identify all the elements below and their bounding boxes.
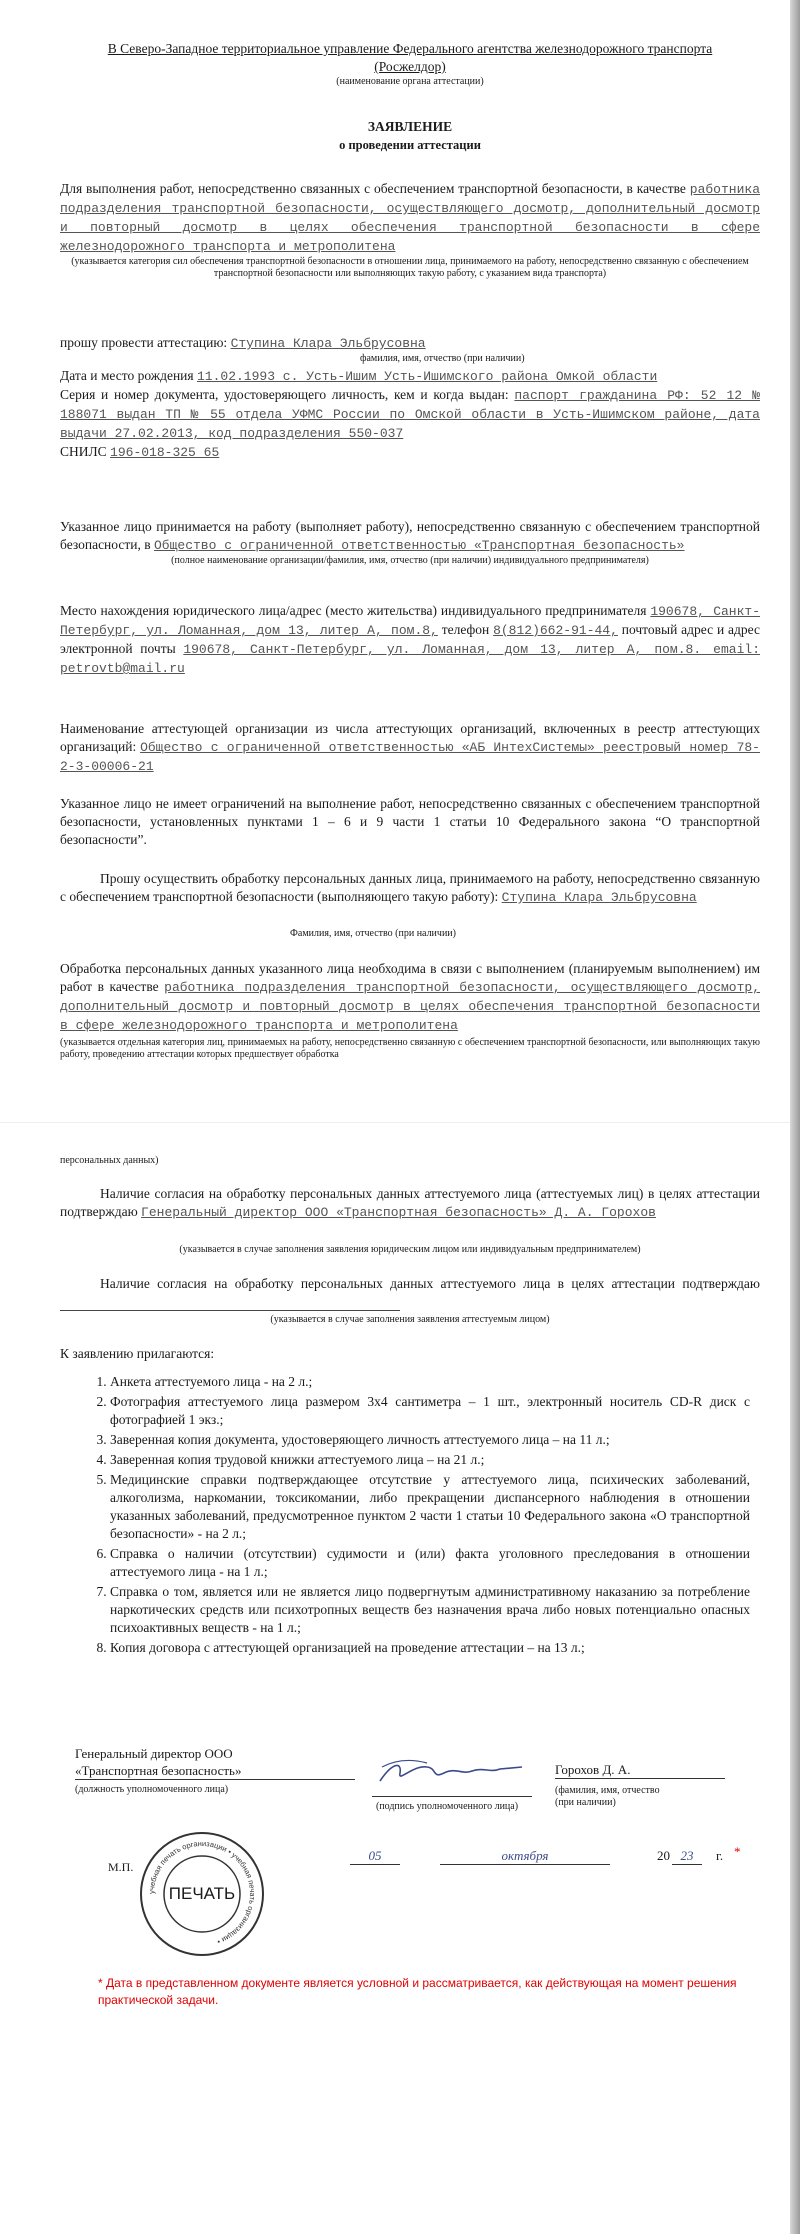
date-day: 05 — [350, 1848, 400, 1865]
attachments-list — [60, 1373, 760, 1657]
attachment-item: 6. Справка о наличии (отсутствии) судимости и (или) факта уголовного преследования в отношении аттестуемого лица - на 1 л.; — [110, 1545, 750, 1581]
fio-value: Горохов Д. А. — [555, 1762, 725, 1779]
mail-value: 190678, Санкт-Петербург, ул. Ломанная, дом 13, литер А, пом.8. email: petrovtb@mail.ru — [60, 642, 760, 676]
attachment-item: 8. Копия договора с аттестующей организацией на проведение аттестации – на 13 л.; — [110, 1639, 750, 1657]
employer-lead: Указанное лицо принимается на работу (выполняет работу), непосредственно связанную с обеспечением транспортной безопасности, в — [60, 519, 760, 552]
attachment-item: 5. Медицинские справки подтверждающее отсутствие у аттестуемого лица, психических заболеваний, алкоголизма, наркомании, токсикомании, либо прекращении диспансерного наблюдения в отношении указанных заболеваний, предусмотренное пунктом 2 части 1 статьи 10 Федерального закона «О транспортной безопасности» - на 2 л.; — [110, 1471, 750, 1543]
employer-value: Общество с ограниченной ответственностью «Транспортная безопасность» — [154, 538, 685, 553]
processing-block — [60, 870, 760, 907]
restrictions-text: Указанное лицо не имеет ограничений на выполнение работ, непосредственно связанных с обеспечением транспортной безопасности, установленных пунктами 1 – 6 и 9 части 1 статьи 10 Федерального закона “О транспортной безопасности”. — [60, 796, 760, 847]
necessity-block — [60, 960, 760, 1061]
signature-note: (подпись уполномоченного лица) — [375, 1801, 519, 1812]
stamp-text: ПЕЧАТЬ — [168, 1884, 236, 1903]
authority-block — [60, 40, 760, 88]
attachments-heading: К заявлению прилагаются: — [60, 1346, 215, 1361]
consent1-lead: Наличие согласия на обработку персональных данных аттестуемого лица (аттестуемых лиц) в целях аттестации подтверждаю — [60, 1186, 760, 1219]
attachment-item: 2. Фотография аттестуемого лица размером 3x4 сантиметра – 1 шт., электронный носитель CD-R диск с фотографией 1 экз.; — [110, 1393, 750, 1429]
footnote-text: * Дата в представленном документе является условной и рассматривается, как действующая на момент решения практической задачи. — [98, 1976, 737, 2007]
attachment-item: 7. Справка о том, является или не является лицо подвергнутым административному наказанию за потребление наркотических средств или психотропных веществ без назначения врача либо новых потенциально опасных психоактивных веществ - на 1 л.; — [110, 1583, 750, 1637]
page-edge-shadow — [790, 0, 800, 2234]
necessity-value: работника подразделения транспортной безопасности, осуществляющего досмотр, дополнительный досмотр и повторный досмотр в целях обеспечения транспортной безопасности в сфере железнодорожного транспорта и метрополитена — [60, 980, 761, 1033]
birth-value: 11.02.1993 с. Усть-Ишим Усть-Ишимского района Омкой области — [196, 369, 658, 384]
attachment-item: 3. Заверенная копия документа, удостоверяющего личность аттестуемого лица – на 11 л.; — [110, 1431, 750, 1449]
date-year-end: г. — [716, 1848, 724, 1863]
intro-lead: Для выполнения работ, непосредственно связанных с обеспечением транспортной безопасности, в качестве — [60, 181, 686, 196]
necessity-note-cont: персональных данных) — [60, 1155, 159, 1166]
intro-block — [60, 180, 760, 280]
consent2-note: (указывается в случае заполнения заявления аттестуемым лицом) — [270, 1314, 550, 1325]
doc-label: Серия и номер документа, удостоверяющего личность, кем и когда выдан: — [60, 387, 509, 402]
necessity-note: (указывается отдельная категория лиц, принимаемых на работу, непосредственно связанную с обеспечением транспортной безопасности, или выполняющих такую работу, проведению аттестации которых предшествует обработка — [60, 1037, 760, 1060]
document-subtitle: о проведении аттестации — [339, 138, 481, 152]
authority-name: В Северо-Западное территориальное управление Федерального агентства железнодорожного транспорта (Росжелдор) — [107, 41, 713, 74]
attachments-block — [60, 1345, 760, 1659]
date-year-suffix: 23 — [672, 1848, 702, 1865]
attesting-block — [60, 720, 760, 776]
consent1-value: Генеральный директор ООО «Транспортная безопасность» Д. А. Горохов — [141, 1205, 656, 1220]
signature-line — [372, 1796, 532, 1797]
necessity-lead: Обработка персональных данных указанного лица необходима в связи с выполнением (планируемым выполнением) им работ в качестве — [60, 961, 760, 994]
mp-label: М.П. — [108, 1860, 134, 1874]
birth-label: Дата и место рождения — [60, 368, 194, 383]
processing-name: Ступина Клара Эльбрусовна — [501, 890, 697, 905]
employer-block — [60, 518, 760, 567]
position-block — [75, 1745, 355, 1796]
consent2-lead: Наличие согласия на обработку персональных данных аттестуемого лица в целях аттестации подтверждаю — [100, 1276, 760, 1291]
stamp-ring-text: учебная печать организации • учебная печать организации • — [146, 1838, 258, 1947]
intro-note: (указывается категория сил обеспечения транспортной безопасности в отношении лица, принимаемого на работу, непосредственно связанную с обеспечением транспортной безопасности или выполняющих такую работу, с указанием вида транспорта) — [71, 256, 749, 279]
address-value: 190678, Санкт-Петербург, ул. Ломанная, дом 13, литер А, пом.8, — [60, 604, 761, 638]
handwritten-signature — [372, 1755, 542, 1791]
consent2-blank-line — [60, 1296, 400, 1311]
stamp — [138, 1830, 266, 1958]
processing-lead: Прошу осуществить обработку персональных данных лица, принимаемого на работу, непосредственно связанную с обеспечением транспортной безопасности (выполняющего такую работу): — [60, 871, 760, 904]
date-month: октября — [440, 1848, 610, 1865]
document-title: ЗАЯВЛЕНИЕ — [367, 119, 453, 134]
fio-note: (фамилия, имя, отчество (при наличии) — [555, 1785, 660, 1808]
signature-area — [372, 1755, 542, 1813]
phone-label: телефон — [441, 622, 490, 637]
mail-label: почтовый адрес и адрес электронной почты — [60, 622, 760, 656]
request-label: прошу провести аттестацию: — [60, 335, 228, 350]
intro-category-value: работника подразделения транспортной безопасности, осуществляющего досмотр, дополнительный досмотр и повторный досмотр в целях обеспечения транспортной безопасности в сфере железнодорожного транспорта и метрополитена — [60, 182, 760, 254]
consent2-block — [60, 1275, 760, 1311]
page-break — [0, 1122, 790, 1123]
attachment-item: 4. Заверенная копия трудовой книжки аттестуемого лица – на 21 л.; — [110, 1451, 750, 1469]
attachment-item: 1. Анкета аттестуемого лица - на 2 л.; — [110, 1373, 750, 1391]
attesting-value: Общество с ограниченной ответственностью «АБ ИнтехСистемы» реестровый номер 78-2-3-00006-21 — [60, 740, 760, 774]
position-line2: «Транспортная безопасность» — [75, 1762, 355, 1780]
title-block — [60, 118, 760, 154]
processing-name-note: Фамилия, имя, отчество (при наличии) — [290, 928, 456, 939]
snils-label: СНИЛС — [60, 444, 107, 459]
consent1-note: (указывается в случае заполнения заявления юридическим лицом или индивидуальным предпринимателем) — [179, 1244, 641, 1255]
phone-value: 8(812)662-91-44, — [493, 623, 618, 638]
person-name-note: фамилия, имя, отчество (при наличии) — [360, 353, 525, 364]
authority-note: (наименование органа аттестации) — [336, 76, 484, 87]
consent1-block — [60, 1185, 760, 1222]
restrictions-block — [60, 795, 760, 849]
person-block — [60, 334, 760, 462]
position-line1: Генеральный директор ООО — [75, 1746, 233, 1761]
address-lead: Место нахождения юридического лица/адрес (место жительства) индивидуального предпринимателя — [60, 603, 647, 618]
position-note: (должность уполномоченного лица) — [75, 1784, 229, 1795]
date-block — [350, 1844, 750, 1870]
fio-block — [555, 1762, 725, 1809]
doc-value: паспорт гражданина РФ: 52 12 № 188071 выдан ТП № 55 отдела УФМС России по Омской области в Усть-Ишимском районе, дата выдачи 27.02.2013, код подразделения 550-037 — [60, 388, 761, 441]
person-name: Ступина Клара Эльбрусовна — [230, 336, 426, 351]
date-asterisk: * — [734, 1844, 741, 1859]
date-year-prefix: 20 — [657, 1848, 670, 1863]
attesting-lead: Наименование аттестующей организации из числа аттестующих организаций, включенных в реестр аттестующих организаций: — [60, 721, 760, 754]
address-block — [60, 602, 760, 678]
snils-value: 196-018-325 65 — [110, 445, 220, 460]
employer-note: (полное наименование организации/фамилия, имя, отчество (при наличии) индивидуального предпринимателя) — [171, 555, 649, 566]
